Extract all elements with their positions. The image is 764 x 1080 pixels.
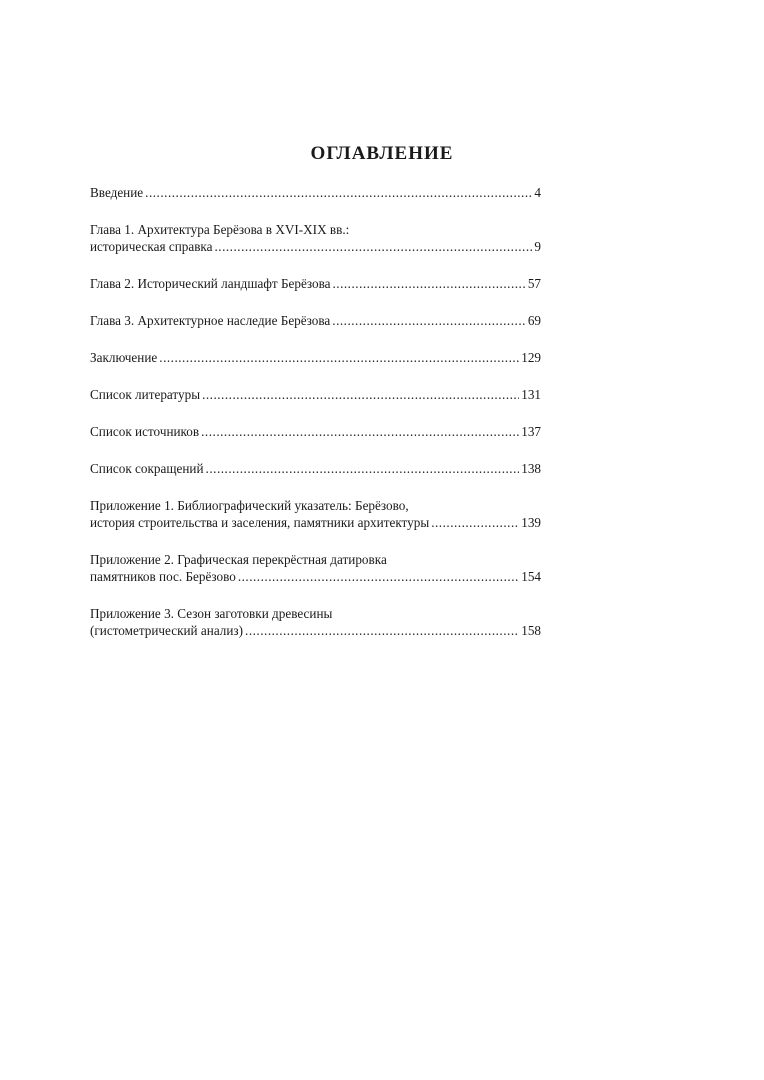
toc-entry-page-number: 9: [534, 239, 541, 254]
toc-entry-title: Глава 2. Исторический ландшафт Берёзова: [90, 276, 331, 291]
toc-entry-line: [90, 184, 541, 201]
toc-entry-line: [90, 275, 541, 292]
toc-entry-chapter-2[interactable]: [90, 275, 541, 292]
toc-entry-page-number: 57: [527, 276, 541, 291]
toc-entry-page-number: 129: [521, 350, 541, 365]
dot-leader: [202, 386, 519, 403]
dot-leader: [245, 622, 519, 639]
toc-entry-title: Список литературы: [90, 387, 201, 402]
dot-leader: [206, 460, 520, 477]
toc-entry-title: Список сокращений: [90, 461, 204, 476]
toc-entry-page-number: 158: [521, 623, 541, 638]
toc-entry-page-number: 154: [521, 569, 541, 584]
toc-entry-chapter-3[interactable]: [90, 312, 541, 329]
toc-entry-page-number: 131: [521, 387, 541, 402]
toc-entry-line: [90, 423, 541, 440]
table-of-contents: [90, 184, 541, 659]
toc-entry-appendix-3[interactable]: [90, 605, 541, 639]
toc-entry-title: Введение: [90, 185, 144, 200]
toc-entry-line: [90, 349, 541, 366]
toc-entry-page-number: 138: [521, 461, 541, 476]
toc-entry-page-number: 69: [527, 313, 541, 328]
dot-leader: [159, 349, 519, 366]
toc-entry-page-number: 4: [534, 185, 541, 200]
toc-entry-introduction[interactable]: [90, 184, 541, 201]
toc-entry-abbreviations[interactable]: [90, 460, 541, 477]
toc-entry-title-line: Глава 1. Архитектура Берёзова в XVI-XIX вв.:: [90, 222, 350, 237]
toc-entry-conclusion[interactable]: [90, 349, 541, 366]
dot-leader: [332, 312, 526, 329]
toc-entry-title-line: Приложение 1. Библиографический указатель: Берёзово,: [90, 498, 409, 513]
dot-leader: [145, 184, 532, 201]
toc-entry-appendix-2[interactable]: [90, 551, 541, 585]
toc-entry-title: историческая справка: [90, 239, 213, 254]
toc-entry-page-number: 137: [521, 424, 541, 439]
toc-entry-line: [90, 622, 541, 639]
dot-leader: [201, 423, 519, 440]
toc-entry-title-line: Приложение 2. Графическая перекрёстная датировка: [90, 552, 387, 567]
toc-entry-line: [90, 568, 541, 585]
toc-entry-chapter-1[interactable]: [90, 221, 541, 255]
toc-entry-line: [90, 386, 541, 403]
toc-entry-line: [90, 238, 541, 255]
dot-leader: [214, 238, 532, 255]
toc-entry-title: Глава 3. Архитектурное наследие Берёзова: [90, 313, 331, 328]
toc-entry-title: Список источников: [90, 424, 200, 439]
toc-entry-title: история строительства и заселения, памятники архитектуры: [90, 515, 430, 530]
toc-entry-sources[interactable]: [90, 423, 541, 440]
toc-entry-line: [90, 514, 541, 531]
toc-entry-appendix-1[interactable]: [90, 497, 541, 531]
dot-leader: [238, 568, 519, 585]
toc-entry-title-line: Приложение 3. Сезон заготовки древесины: [90, 606, 333, 621]
toc-entry-title: Заключение: [90, 350, 158, 365]
toc-entry-line: [90, 312, 541, 329]
toc-entry-line: [90, 460, 541, 477]
dot-leader: [431, 514, 519, 531]
toc-entry-title: (гистометрический анализ): [90, 623, 244, 638]
toc-entry-title: памятников пос. Берёзово: [90, 569, 236, 584]
toc-entry-literature[interactable]: [90, 386, 541, 403]
page-title: ОГЛАВЛЕНИЕ: [310, 143, 454, 164]
dot-leader: [332, 275, 525, 292]
toc-entry-page-number: 139: [521, 515, 541, 530]
